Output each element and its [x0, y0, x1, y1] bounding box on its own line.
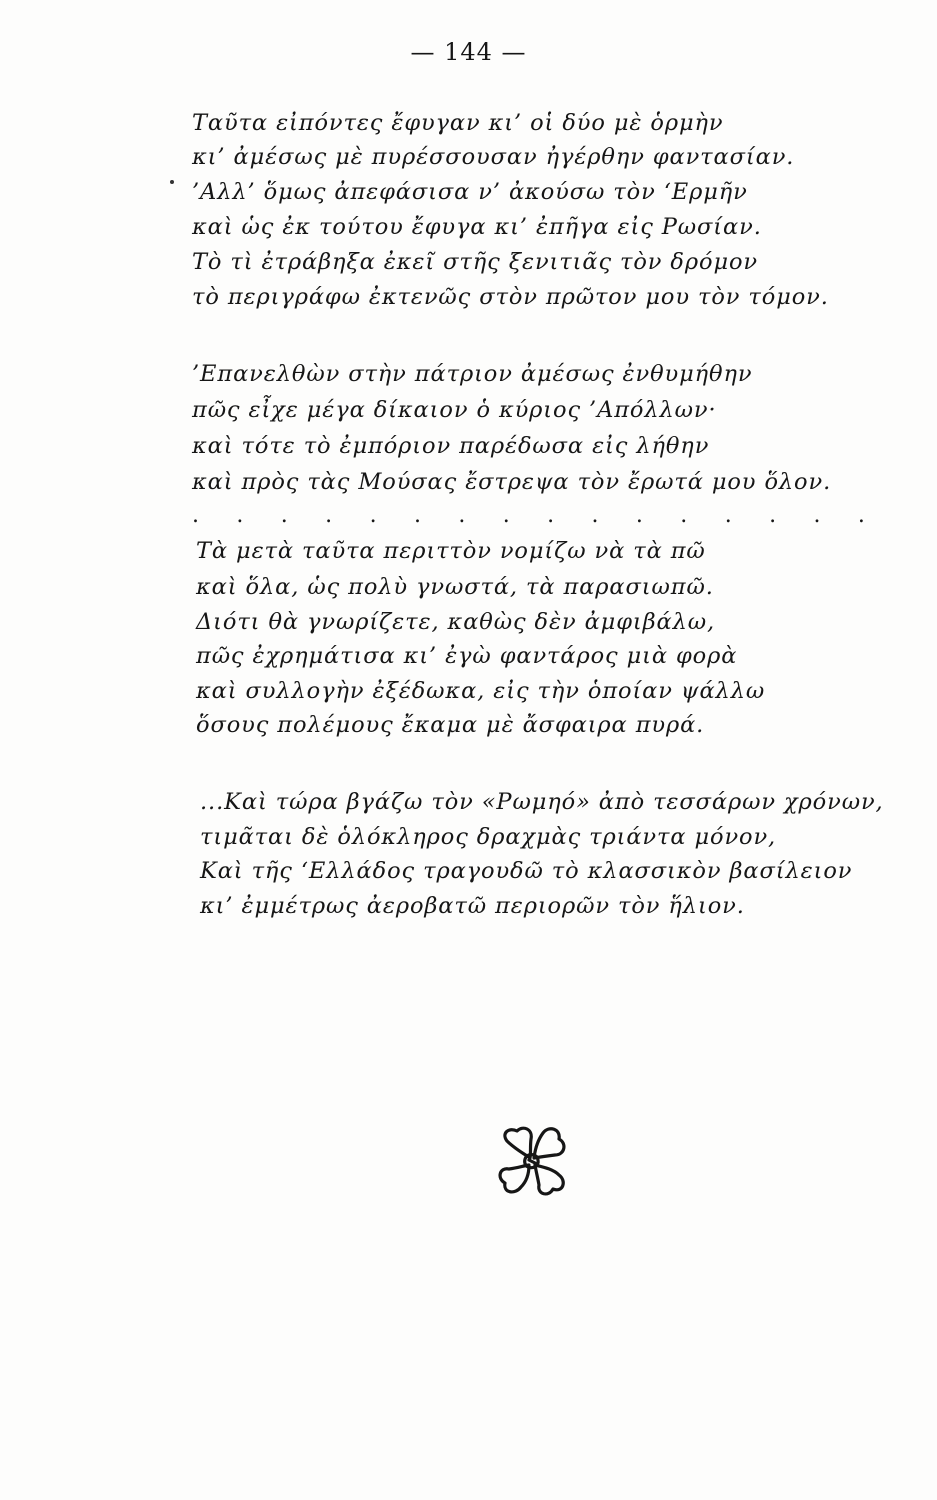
verse-line: καὶ πρὸς τὰς Μούσας ἔστρεψα τὸν ἔρωτά μου ὅλον. [192, 469, 832, 495]
verse-line: Ταῦτα εἰπόντες ἔφυγαν κι’ οἱ δύο μὲ ὁρμὴν [192, 110, 724, 136]
verse-line: Διότι θὰ γνωρίζετε, καθὼς δὲν ἀμφιβάλω, [196, 609, 716, 635]
verse-line: Τὸ τὶ ἐτράβηξα ἐκεῖ στῆς ξενιτιᾶς τὸν δρόμον [192, 249, 758, 275]
ellipsis-dot-row: . . . . . . . . . . . . . . . . [192, 503, 865, 528]
flower-ornament-icon [493, 1123, 571, 1201]
verse-line: ’Αλλ’ ὅμως ἀπεφάσισα ν’ ἀκούσω τὸν ‘Ερμῆν [192, 179, 748, 205]
verse-line: ὅσους πολέμους ἔκαμα μὲ ἄσφαιρα πυρά. [196, 712, 705, 738]
verse-line: κι’ ἀμέσως μὲ πυρέσσουσαν ἠγέρθην φαντασίαν. [192, 144, 795, 170]
verse-line: καὶ ὡς ἐκ τούτου ἔφυγα κι’ ἐπῆγα εἰς Ρωσίαν. [192, 214, 762, 240]
verse-line: πῶς εἶχε μέγα δίκαιον ὁ κύριος ’Απόλλων· [192, 397, 717, 423]
verse-line: καὶ ὅλα, ὡς πολὺ γνωστά, τὰ παρασιωπῶ. [196, 574, 714, 600]
verse-line: τιμᾶται δὲ ὁλόκληρος δραχμὰς τριάντα μόνον, [200, 824, 777, 850]
verse-line: ...Καὶ τώρα βγάζω τὸν «Ρωμηό» ἀπὸ τεσσάρων χρόνων, [200, 789, 884, 815]
verse-line: πῶς ἐχρημάτισα κι’ ἐγὼ φαντάρος μιὰ φορὰ [196, 643, 738, 669]
stray-dot-mark [170, 180, 174, 184]
verse-line: κι’ ἐμμέτρως ἀεροβατῶ περιορῶν τὸν ἥλιον. [200, 893, 745, 919]
verse-line: Καὶ τῆς ‘Ελλάδος τραγουδῶ τὸ κλασσικὸν βασίλειον [200, 858, 853, 884]
page-number: — 144 — [410, 38, 527, 66]
verse-line: καὶ τότε τὸ ἐμπόριον παρέδωσα εἰς λήθην [192, 433, 710, 459]
verse-line: τὸ περιγράφω ἐκτενῶς στὸν πρῶτον μου τὸν τόμον. [192, 284, 829, 310]
verse-line: Τὰ μετὰ ταῦτα περιττὸν νομίζω νὰ τὰ πῶ [196, 538, 706, 564]
verse-line: καὶ συλλογὴν ἐξέδωκα, εἰς τὴν ὁποίαν ψάλλω [196, 678, 766, 704]
verse-line: ’Επανελθὼν στὴν πάτριον ἀμέσως ἐνθυμήθην [192, 361, 753, 387]
